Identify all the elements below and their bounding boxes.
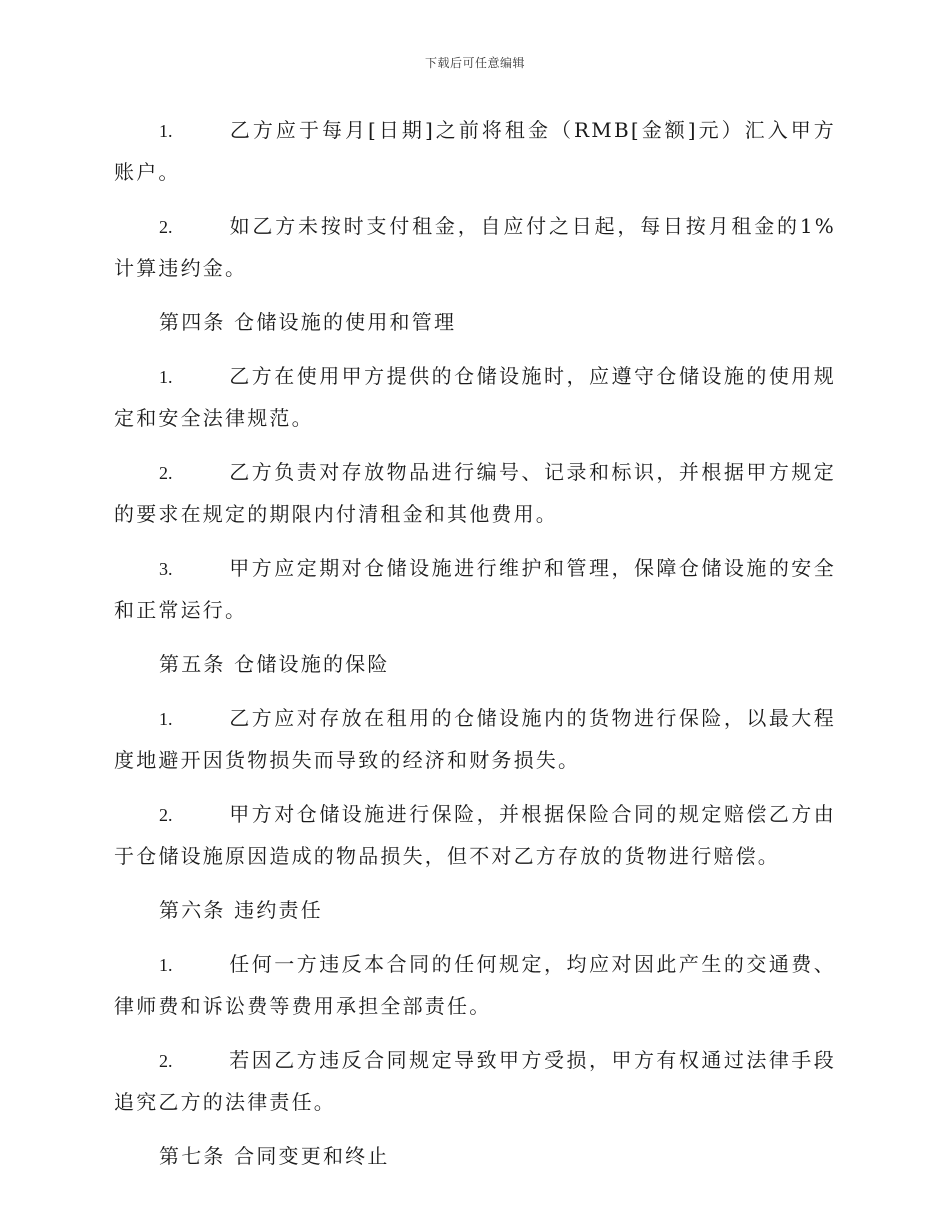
section-heading-7: 第七条 合同变更和终止	[159, 1144, 390, 1168]
item-number: 1.	[159, 709, 173, 729]
item-text: 乙方在使用甲方提供的仓储设施时，应遵守仓储设施的使用规定和安全法律规范。	[114, 364, 836, 430]
clause-4-item-1	[114, 356, 836, 439]
item-text: 甲方应定期对仓储设施进行维护和管理，保障仓储设施的安全和正常运行。	[114, 556, 836, 622]
clause-3-item-1	[114, 110, 836, 193]
item-number: 1.	[159, 955, 173, 975]
item-text: 乙方应于每月[日期]之前将租金（RMB[金额]元）汇入甲方账户。	[114, 118, 836, 184]
item-text: 乙方负责对存放物品进行编号、记录和标识，并根据甲方规定的要求在规定的期限内付清租金和其他费用。	[114, 460, 836, 526]
clause-5-item-1	[114, 698, 836, 781]
section-heading-4: 第四条 仓储设施的使用和管理	[159, 310, 457, 334]
item-text: 如乙方未按时支付租金，自应付之日起，每日按月租金的1%计算违约金。	[114, 214, 836, 280]
clause-4-item-2	[114, 452, 836, 535]
clause-4-item-3	[114, 548, 836, 631]
item-text: 若因乙方违反合同规定导致甲方受损，甲方有权通过法律手段追究乙方的法律责任。	[114, 1048, 836, 1114]
document-body	[114, 110, 836, 1190]
item-number: 1.	[159, 121, 173, 141]
item-number: 1.	[159, 367, 173, 387]
item-text: 甲方对仓储设施进行保险，并根据保险合同的规定赔偿乙方由于仓储设施原因造成的物品损失，但不对乙方存放的货物进行赔偿。	[114, 802, 836, 868]
clause-5-item-2	[114, 794, 836, 877]
clause-6-item-1	[114, 944, 836, 1027]
item-number: 2.	[159, 805, 173, 825]
item-number: 2.	[159, 463, 173, 483]
clause-6-item-2	[114, 1040, 836, 1123]
item-number: 2.	[159, 217, 173, 237]
item-number: 3.	[159, 559, 173, 579]
page-header: 下载后可任意编辑	[424, 56, 525, 70]
section-heading-6: 第六条 违约责任	[159, 898, 323, 922]
item-text: 乙方应对存放在租用的仓储设施内的货物进行保险，以最大程度地避开因货物损失而导致的经济和财务损失。	[114, 706, 836, 772]
section-heading-5: 第五条 仓储设施的保险	[159, 652, 390, 676]
item-text: 任何一方违反本合同的任何规定，均应对因此产生的交通费、律师费和诉讼费等费用承担全部责任。	[114, 952, 836, 1018]
item-number: 2.	[159, 1051, 173, 1071]
clause-3-item-2	[114, 206, 836, 289]
